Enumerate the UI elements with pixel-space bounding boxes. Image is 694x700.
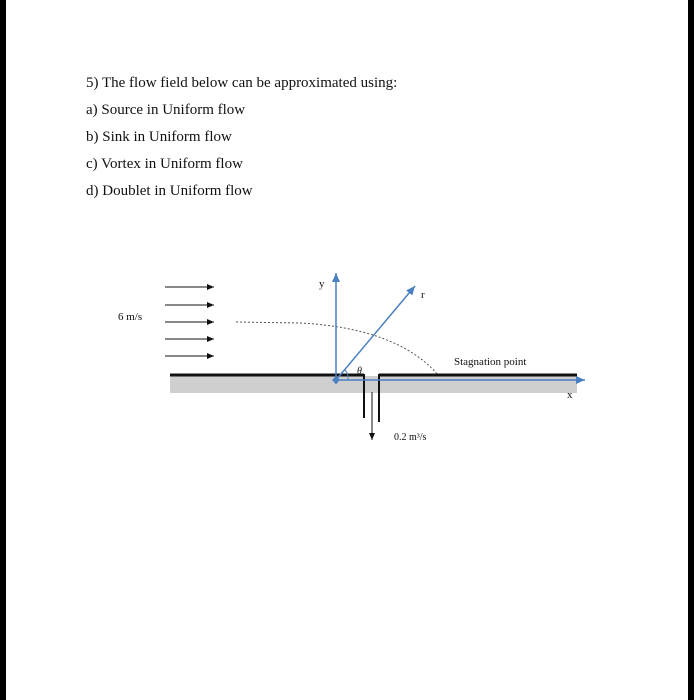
velocity-label: 6 m/s — [118, 311, 143, 323]
option-b: b) Sink in Uniform flow — [86, 129, 232, 145]
dividing-streamline — [236, 322, 438, 375]
flow-rate-label: 0.2 m³/s — [394, 432, 427, 443]
x-axis-label: x — [567, 389, 573, 401]
question-title: 5) The flow field below can be approximated using: — [86, 75, 398, 91]
stagnation-label: Stagnation point — [454, 356, 527, 368]
r-label: r — [421, 289, 425, 301]
y-axis-label: y — [319, 278, 325, 290]
option-d: d) Doublet in Uniform flow — [86, 183, 253, 199]
r-vector — [336, 286, 415, 380]
theta-label: θ — [357, 366, 362, 377]
option-c: c) Vortex in Uniform flow — [86, 156, 243, 172]
option-a: a) Source in Uniform flow — [86, 102, 246, 118]
ground-surface — [170, 376, 577, 393]
